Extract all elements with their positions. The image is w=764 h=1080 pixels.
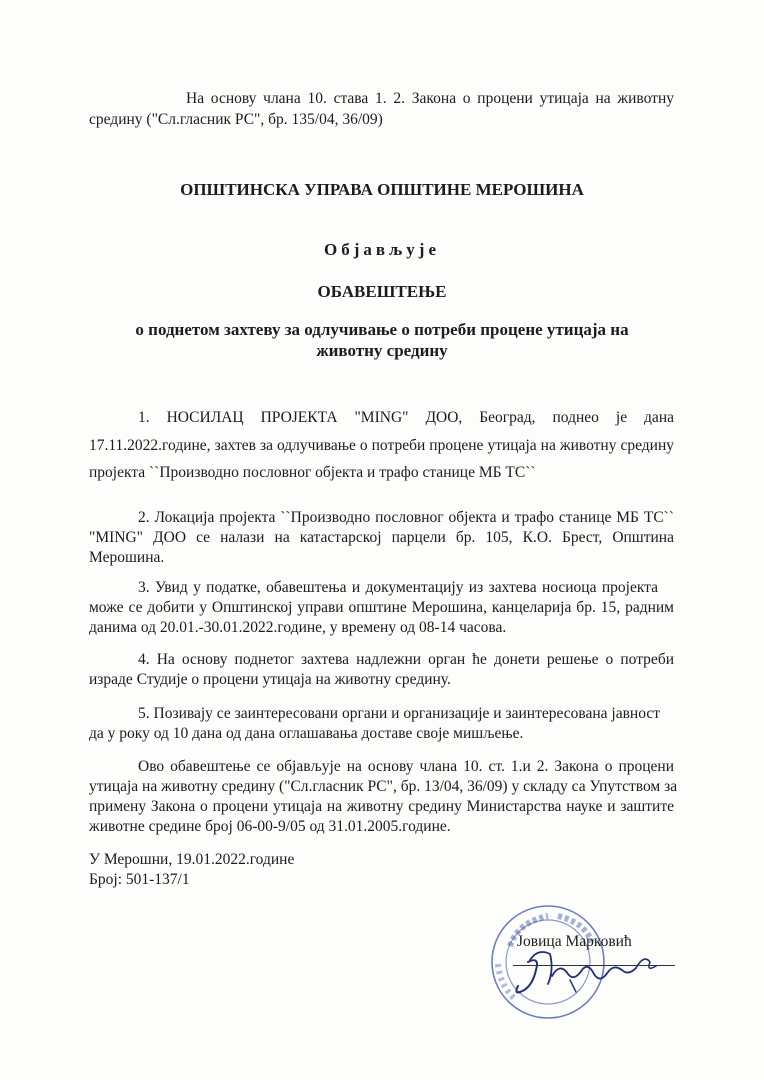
item-2-line-2: "MING" ДОО се налази на катастарској парцели бр. 105, К.О. Брест, Општина: [89, 529, 674, 546]
intro-line-2: средину ("Сл.гласник РС", бр. 135/04, 36/09): [89, 111, 383, 128]
item-3-line-3: данима од 20.01.-30.01.2022.године, у времену од 08-14 часова.: [89, 619, 507, 636]
closing-line-2: утицаја на животну средину ("Сл.гласник РС", бр. 13/04, 36/09) у складу са Упутством за: [89, 778, 678, 795]
document-title: ОБАВЕШТЕЊЕ: [317, 282, 447, 301]
announces-heading: Објављује: [323, 240, 441, 259]
item-3-line-2: може се добити у Општинској управи општине Мерошина, канцеларија бр. 15, радним: [89, 599, 674, 616]
subtitle-line-2: животну средину: [316, 341, 448, 360]
intro-line-1: На основу члана 10. става 1. 2. Закона о процени утицаја на животну: [186, 90, 674, 107]
handwritten-signature: [510, 940, 680, 1000]
subtitle-line-1: о поднетом захтеву за одлучивање о потреби процене утицаја на: [135, 320, 629, 339]
item-4-line-2: израде Студије о процени утицаја на животну средину.: [89, 671, 451, 688]
reference-number: Број: 501-137/1: [89, 871, 190, 888]
place-date: У Мерошни, 19.01.2022.године: [89, 851, 295, 868]
item-1-line-2: 17.11.2022.године, захтев за одлучивање о потреби процене утицаја на животну средину: [89, 437, 674, 454]
item-3-line-1: 3. Увид у податке, обавештења и документацију из захтева носиоца пројекта: [138, 579, 658, 596]
item-1-line-1: 1. НОСИЛАЦ ПРОЈЕКТА "MING" ДОО, Београд, поднео је дана: [138, 409, 674, 426]
signatory-name: Јовица Марковић: [517, 933, 632, 950]
closing-line-3: примену Закона о процени утицаја на животну средину Министарства науке и заштите: [89, 798, 674, 815]
item-5-line-1: 5. Позивају се заинтересовани органи и организације и заинтересована јавност: [138, 705, 661, 722]
closing-line-4: животне средине број 06-00-9/05 од 31.01.2005.године.: [89, 818, 451, 835]
item-4-line-1: 4. На основу поднетог захтева надлежни орган ће донети решење о потреби: [138, 651, 674, 668]
item-1-line-3: пројекта ``Производно пословног објекта и трафо станице МБ ТС``: [89, 464, 536, 481]
closing-line-1: Ово обавештење се објављује на основу члана 10. ст. 1.и 2. Закона о процени: [138, 758, 674, 775]
item-2-line-1: 2. Локација пројекта ``Производно пословног објекта и трафо станице МБ ТС``: [138, 509, 674, 526]
item-2-line-3: Мерошина.: [89, 549, 165, 566]
issuer-heading: ОПШТИНСКА УПРАВА ОПШТИНЕ МЕРОШИНА: [180, 180, 584, 199]
item-5-line-2: да у року од 10 дана од дана оглашавања доставе своје мишљење.: [89, 725, 524, 742]
